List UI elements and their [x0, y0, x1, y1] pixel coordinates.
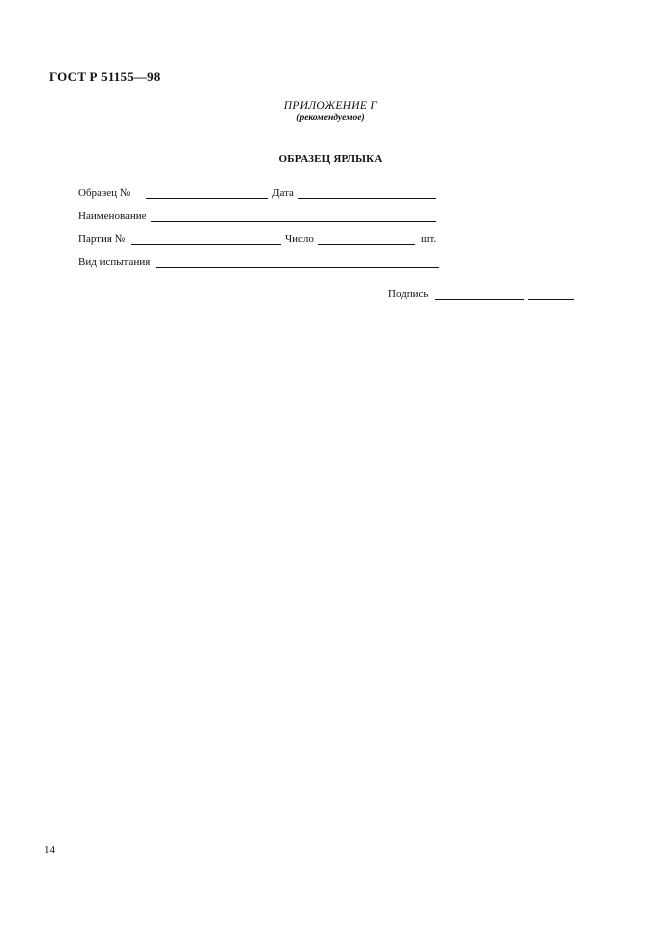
- page-number: 14: [44, 844, 55, 856]
- count-unit: шт.: [421, 233, 437, 245]
- batch-no-field[interactable]: [131, 244, 281, 245]
- signature-name-field[interactable]: [528, 299, 574, 300]
- standard-number: ГОСТ Р 51155—98: [49, 69, 161, 84]
- name-field[interactable]: [151, 221, 436, 222]
- form-title: ОБРАЗЕЦ ЯРЛЫКА: [278, 153, 383, 165]
- date-field[interactable]: [298, 198, 436, 199]
- test-type-field[interactable]: [156, 267, 439, 268]
- test-type-label: Вид испытания: [78, 256, 151, 268]
- batch-row: [78, 233, 448, 247]
- signature-label: Подпись: [388, 288, 429, 300]
- test-type-row: [78, 256, 448, 270]
- name-row: [78, 210, 448, 224]
- count-label: Число: [285, 233, 314, 245]
- sample-no-label: Образец №: [78, 187, 131, 199]
- date-label: Дата: [272, 187, 294, 199]
- count-field[interactable]: [318, 244, 415, 245]
- sample-no-field[interactable]: [146, 198, 268, 199]
- sample-row: [78, 187, 448, 201]
- appendix-subtitle: (рекомендуемое): [296, 113, 365, 123]
- signature-row: [388, 288, 578, 302]
- batch-no-label: Партия №: [78, 233, 126, 245]
- signature-field[interactable]: [435, 299, 524, 300]
- name-label: Наименование: [78, 210, 147, 222]
- appendix-title: ПРИЛОЖЕНИЕ Г: [283, 100, 378, 112]
